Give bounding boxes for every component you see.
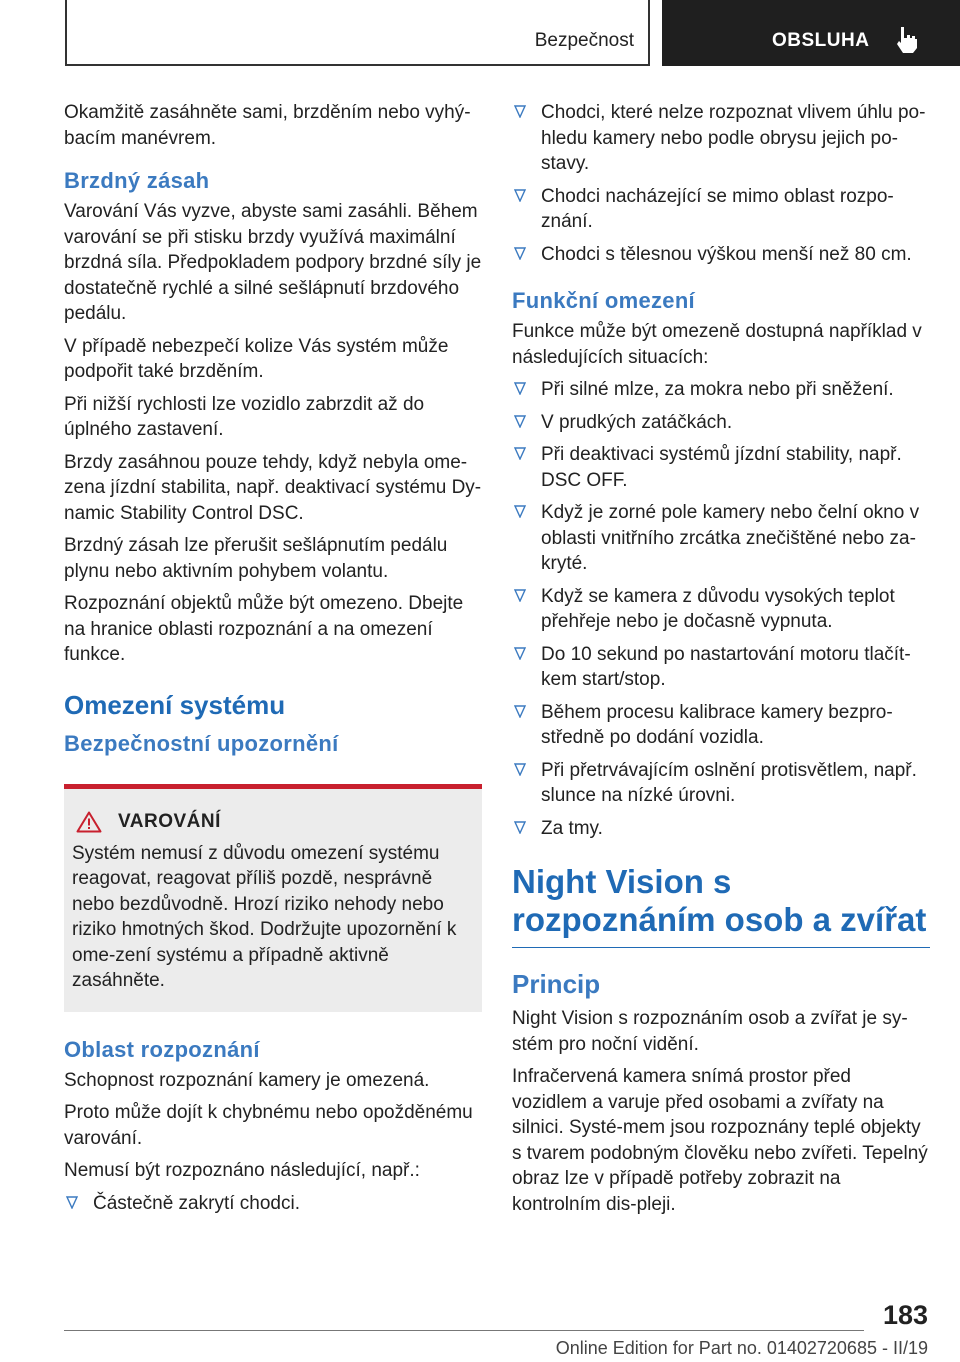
left-column — [64, 100, 482, 1223]
area-list — [64, 1191, 482, 1217]
warning-text: Systém nemusí z důvodu omezení systému reagovat, reagovat příliš pozdě, nesprávně nebo bezdůvodně. Hrozí riziko nehody nebo riziko hmotných škod. Dodržujte upozornění k ome-zení systému a případně aktivně zasáhněte. — [72, 842, 457, 991]
triangle-bullet-icon — [514, 247, 526, 260]
brake-heading: Brzdný zásah — [64, 168, 210, 193]
safety-heading: Bezpečnostní upozornění — [64, 730, 339, 756]
area-paragraph-3: Nemusí být rozpoznáno následující, např.: — [64, 1160, 420, 1181]
header-chapter-box — [662, 0, 960, 66]
night-vision-heading: Night Vision s rozpoznáním osob a zvířat — [512, 863, 930, 948]
header-chapter-title: OBSLUHA — [772, 30, 870, 51]
header-section-box — [65, 0, 650, 66]
brake-paragraph-3: Při nižší rychlosti lze vozidlo zabrzdit až do úplného zastavení. — [64, 393, 425, 440]
right-column — [512, 100, 930, 1224]
header-section-title: Bezpečnost — [534, 30, 634, 51]
list-item: Chodci, které nelze rozpoznat vlivem úhlu po-hledu kamery nebo podle obrysu jejich po-stavy. — [512, 100, 930, 177]
intro-paragraph: Okamžitě zasáhněte sami, brzděním nebo vyhý-bacím manévrem. — [64, 102, 471, 149]
area-paragraph-2: Proto může dojít k chybnému nebo opožděnému varování. — [64, 1102, 473, 1149]
list-item: Když se kamera z důvodu vysokých teplot přehřeje nebo je dočasně vypnuta. — [512, 584, 930, 635]
list-item: Při deaktivaci systémů jízdní stability, např. DSC OFF. — [512, 442, 930, 493]
brake-paragraph-6: Rozpoznání objektů může být omezeno. Dbejte na hranice oblasti rozpoznání a na omezení funkce. — [64, 593, 464, 665]
func-list — [512, 377, 930, 841]
triangle-bullet-icon — [514, 189, 526, 202]
triangle-bullet-icon — [514, 415, 526, 428]
page-number: 183 — [882, 1300, 928, 1330]
princip-heading: Princip — [512, 969, 601, 999]
brake-paragraph-4: Brzdy zasáhnou pouze tehdy, když nebyla ome-zena jízdní stabilita, např. deaktivací systému Dy-namic Stability Control DSC. — [64, 451, 482, 524]
triangle-bullet-icon — [514, 705, 526, 718]
list-item: Při přetrvávajícím oslnění protisvětlem, např. slunce na nízké úrovni. — [512, 758, 930, 809]
func-heading: Funkční omezení — [512, 288, 695, 313]
list-item: Za tmy. — [512, 816, 930, 842]
triangle-bullet-icon — [514, 821, 526, 834]
limits-heading: Omezení systému — [64, 689, 286, 720]
footer-edition: Online Edition for Part no. 01402720685 - II/19 — [555, 1338, 928, 1358]
princip-paragraph-1: Night Vision s rozpoznáním osob a zvířat je sy-stém pro noční vidění. — [512, 1008, 908, 1055]
pointing-hand-icon — [894, 26, 920, 54]
list-item: Během procesu kalibrace kamery bezpro-středně po dodání vozidla. — [512, 700, 930, 751]
area-list-continued — [512, 100, 930, 267]
area-paragraph-1: Schopnost rozpoznání kamery je omezená. — [64, 1069, 430, 1091]
list-item: Do 10 sekund po nastartování motoru tlačít-kem start/stop. — [512, 642, 930, 693]
warning-header — [72, 811, 474, 833]
triangle-bullet-icon — [514, 505, 526, 518]
list-item: Chodci nacházející se mimo oblast rozpo-znání. — [512, 184, 930, 235]
area-heading: Oblast rozpoznání — [64, 1036, 260, 1062]
warning-box — [64, 784, 482, 1012]
triangle-bullet-icon — [514, 105, 526, 118]
list-item: Chodci s tělesnou výškou menší než 80 cm. — [512, 242, 930, 268]
page-header — [0, 0, 960, 66]
list-item: Při silné mlze, za mokra nebo při sněžení. — [512, 377, 930, 403]
brake-paragraph-2: V případě nebezpečí kolize Vás systém může podpořit také brzděním. — [64, 335, 449, 382]
triangle-bullet-icon — [514, 447, 526, 460]
warning-triangle-icon — [76, 811, 102, 833]
footer-divider — [64, 1330, 864, 1331]
brake-paragraph-1: Varování Vás vyzve, abyste sami zasáhli. Během varování se při stisku brzdy využívá maximální brzdná síla. Předpokladem podpory brzdné síly je dostatečně rychlé a silné sešlápnutí brzdového pedálu. — [64, 201, 482, 324]
func-paragraph-1: Funkce může být omezeně dostupná například v následujících situacích: — [512, 321, 922, 368]
triangle-bullet-icon — [66, 1196, 78, 1209]
brake-paragraph-5: Brzdný zásah lze přerušit sešlápnutím pedálu plynu nebo aktivním pohybem volantu. — [64, 535, 448, 582]
triangle-bullet-icon — [514, 763, 526, 776]
list-item: Když je zorné pole kamery nebo čelní okno v oblasti vnitřního zrcátka znečištěné nebo za-kryté. — [512, 500, 930, 577]
triangle-bullet-icon — [514, 647, 526, 660]
triangle-bullet-icon — [514, 382, 526, 395]
warning-title: VAROVÁNÍ — [118, 810, 221, 832]
list-item: V prudkých zatáčkách. — [512, 410, 930, 436]
princip-paragraph-2: Infračervená kamera snímá prostor před vozidlem a varuje před osobami a zvířaty na silnici. Systé-mem jsou rozpoznány teplé objekty s tvarem podobným člověku nebo zvířeti. Tepelný obraz lze v případě potřeby zobrazit na kontrolním dis-pleji. — [512, 1066, 928, 1215]
triangle-bullet-icon — [514, 589, 526, 602]
list-item: Částečně zakrytí chodci. — [64, 1191, 482, 1217]
